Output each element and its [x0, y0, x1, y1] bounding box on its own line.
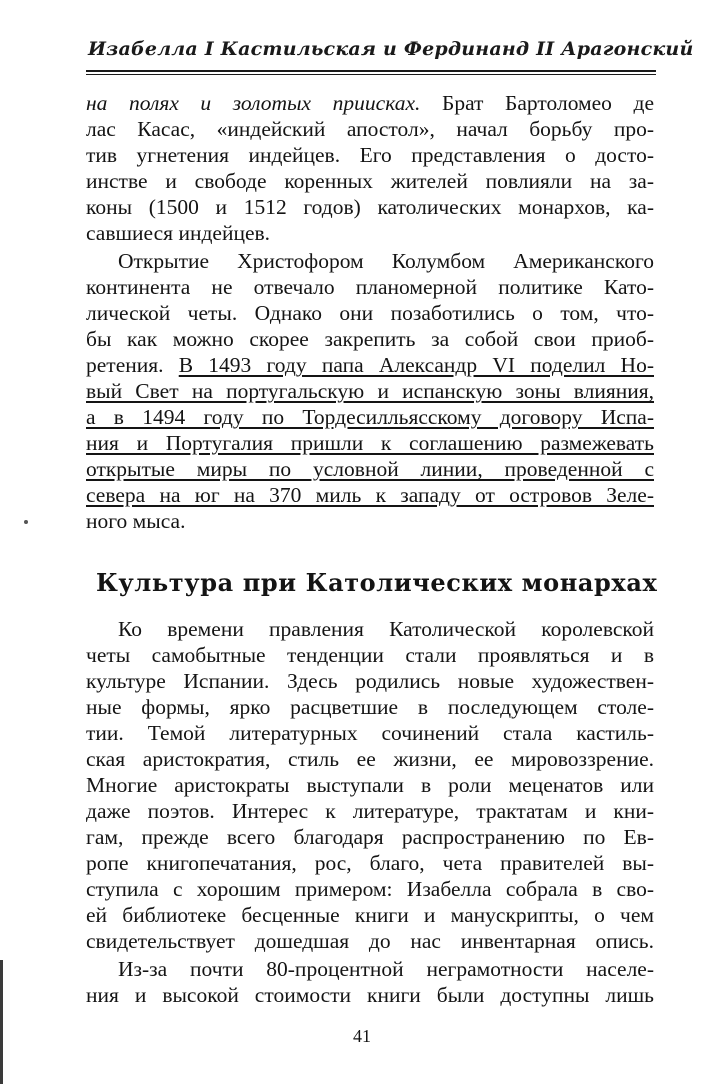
text-span: ретения.	[86, 353, 179, 377]
paragraph-2-underlined-line-1: вый Свет на португальскую и испанскую зоны влияния,	[86, 379, 654, 403]
paragraph-3-line-4: ные формы, ярко расцветшие в последующем столе-	[86, 695, 654, 719]
paragraph-4-line-1: Из-за почти 80-процентной неграмотности населе-	[118, 957, 654, 981]
paragraph-2-underlined-line-4: открытые миры по условной линии, проведенной с	[86, 457, 654, 481]
paragraph-2-line-4: бы как можно скорее закрепить за собой свои приоб-	[86, 327, 654, 351]
paragraph-2-underlined-line-2: а в 1494 году по Тордесилльясскому договору Испа-	[86, 405, 654, 429]
paragraph-2-last-line: ного мыса.	[86, 509, 186, 533]
text-span: Брат Бартоломео де	[420, 91, 654, 115]
page-edge-shadow	[0, 960, 3, 1084]
paragraph-2-underlined-line-3: ния и Португалия пришли к соглашению размежевать	[86, 431, 654, 455]
paragraph-1-line-4: инстве и свободе коренных жителей повлияли на за-	[86, 169, 654, 193]
paragraph-1-line-2: лас Касас, «индейский апостол», начал борьбу про-	[86, 117, 654, 141]
paragraph-1-line-5: коны (1500 и 1512 годов) католических монархов, ка-	[86, 195, 654, 219]
running-head: Изабелла I Кастильская и Фердинанд II Арагонский	[88, 38, 694, 60]
paragraph-1-line-6: савшиеся индейцев.	[86, 221, 271, 245]
paragraph-3-line-13: свидетельствует дошедшая до нас инвентарная опись.	[86, 929, 654, 953]
paragraph-3-line-9: гам, прежде всего благодаря распространению по Ев-	[86, 825, 654, 849]
paragraph-2-line-3: лической четы. Однако они позаботились о том, что-	[86, 301, 654, 325]
paragraph-3-line-2: четы самобытные тенденции стали проявляться и в	[86, 643, 654, 667]
italic-phrase: на полях и золотых приисках.	[86, 91, 421, 115]
paragraph-3-line-8: даже поэтов. Интерес к литературе, трактатам и кни-	[86, 799, 654, 823]
paragraph-3-line-7: Многие аристократы выступали в роли меценатов или	[86, 773, 654, 797]
paragraph-3-line-11: ступила с хорошим примером: Изабелла собрала в сво-	[86, 877, 654, 901]
paragraph-3-line-3: культуре Испании. Здесь родились новые художествен-	[86, 669, 654, 693]
paragraph-2-underlined-line-5: севера на юг на 370 миль к западу от островов Зеле-	[86, 483, 654, 507]
header-rule-thin	[86, 74, 656, 75]
paragraph-3-line-10: ропе книгопечатания, рос, благо, чета правителей вы-	[86, 851, 654, 875]
paragraph-3-line-12: ей библиотеке бесценные книги и манускрипты, о чем	[86, 903, 654, 927]
paragraph-2-line-1: Открытие Христофором Колумбом Американского	[118, 249, 654, 273]
section-title: Культура при Католических монархах	[96, 568, 658, 597]
paragraph-2-line-2: континента не отвечало планомерной политике Като-	[86, 275, 654, 299]
underlined-text: В 1493 году папа Александр VI поделил Но-	[178, 353, 654, 377]
paragraph-1-line-1	[86, 90, 654, 116]
paragraph-3-line-6: ская аристократия, стиль ее жизни, ее мировоззрение.	[86, 747, 654, 771]
paragraph-3-line-1: Ко времени правления Католической королевской	[118, 617, 654, 641]
paragraph-2-line-5	[86, 352, 654, 378]
paragraph-4-line-2: ния и высокой стоимости книги были доступны лишь	[86, 983, 654, 1007]
paragraph-3-line-5: тии. Темой литературных сочинений стала кастиль-	[86, 721, 654, 745]
page-number: 41	[353, 1026, 371, 1046]
margin-mark	[24, 520, 28, 524]
paragraph-1-line-3: тив угнетения индейцев. Его представления о досто-	[86, 143, 654, 167]
header-rule	[86, 70, 656, 72]
